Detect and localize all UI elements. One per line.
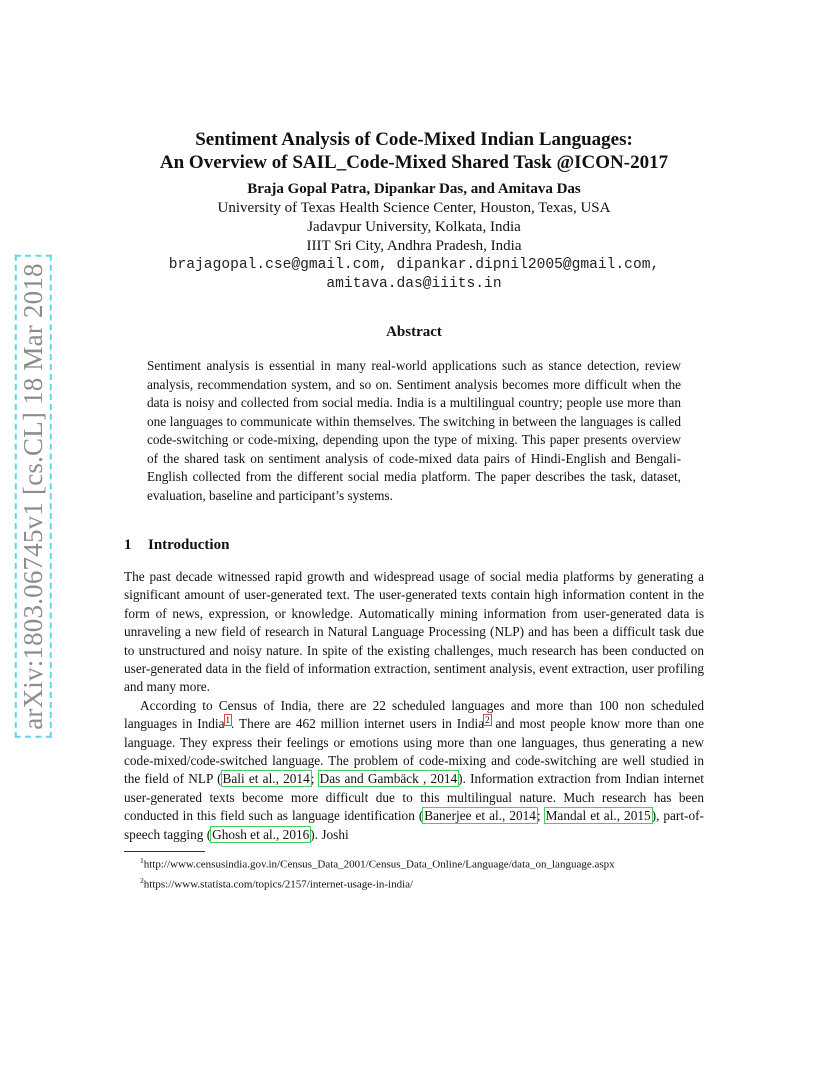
paragraph-2 [124, 697, 704, 844]
title-line-1: Sentiment Analysis of Code-Mixed Indian Languages: [195, 129, 633, 150]
footnote-1-url[interactable]: http://www.censusindia.gov.in/Census_Data_2001/Census_Data_Online/Language/data_on_language.aspx [143, 858, 615, 871]
abstract-text: Sentiment analysis is essential in many real-world applications such as stance detection, review analysis, recommendation system, and so on. Sentiment analysis becomes more difficult when the data is noisy and collected from social media. India is a multilingual country; people use more than one languages to communicate within themselves. The switching in between the languages is called code-switching or code-mixing, depending upon the type of mixing. This paper presents overview of the shared task on sentiment analysis of code-mixed data pairs of Hindi-English and Bengali-English collected from the different social media platform. The paper describes the task, dataset, evaluation, baseline and participant’s systems. [147, 358, 681, 503]
arxiv-stamp [18, 256, 48, 736]
paper-title [100, 128, 728, 174]
affiliation-1: University of Texas Health Science Center, Houston, Texas, USA [217, 200, 611, 216]
citation-banerjee-2014[interactable]: Banerjee et al., 2014 [424, 808, 536, 824]
para2-text-6: ). Joshi [310, 826, 349, 842]
author-emails-line-1: brajagopal.cse@gmail.com, dipankar.dipnil2005@gmail.com, [168, 257, 660, 273]
footnote-divider [124, 851, 205, 852]
author-list: Braja Gopal Patra, Dipankar Das, and Amitava Das [247, 181, 581, 197]
citation-separator: ; [310, 771, 319, 787]
footnote-1-mark: 1 [140, 856, 144, 865]
abstract-heading: Abstract [386, 324, 442, 340]
section-number: 1 [124, 537, 132, 553]
footnote-2-mark: 2 [140, 876, 144, 886]
footnote-ref-1[interactable]: 1 [225, 714, 231, 725]
footnote-2-url[interactable]: https://www.statista.com/topics/2157/internet-usage-in-india/ [143, 878, 414, 891]
title-line-2: An Overview of SAIL_Code-Mixed Shared Task @ICON-2017 [159, 152, 669, 173]
footnote-1 [140, 853, 615, 873]
affiliation-2: Jadavpur University, Kolkata, India [307, 219, 521, 235]
section-heading [124, 537, 229, 554]
footnotes [140, 853, 615, 893]
para2-text-5: ), part-of-speech tagging ( [124, 808, 704, 842]
citation-ghosh-2016[interactable]: Ghosh et al., 2016 [212, 826, 310, 842]
paper-header [100, 128, 728, 294]
para2-text-4: ). Information extraction from Indian internet user-generated texts become more difficult due to this multilingual nature. Much research has been conducted in this field such as language identification ( [124, 771, 704, 824]
citation-das-gamback-2014[interactable]: Das and Gambäck , 2014 [319, 771, 458, 787]
citation-separator: ; [536, 808, 545, 824]
footnote-ref-2[interactable]: 2 [485, 714, 490, 725]
footnote-2 [140, 873, 615, 893]
citation-bali-2014[interactable]: Bali et al., 2014 [222, 771, 310, 787]
section-title: Introduction [148, 537, 230, 553]
arxiv-identifier[interactable]: arXiv:1803.06745v1 [cs.CL] 18 Mar 2018 [15, 255, 52, 738]
affiliation-3: IIIT Sri City, Andhra Pradesh, India [306, 238, 522, 254]
citation-mandal-2015[interactable]: Mandal et al., 2015 [545, 808, 651, 824]
paragraph-1: The past decade witnessed rapid growth and widespread usage of social media platforms by generating a significant amount of user-generated text. The user-generated texts contain high information content in the form of news, expression, or knowledge. Automatically mining information from user-generated data is unraveling a new field of research in Natural Language Processing (NLP) and has been a difficult task due to unstructured and noisy nature. In spite of the existing challenges, much research has been conducted on user-generated data in the field of information extraction, sentiment analysis, event extraction, user profiling and many more. [124, 569, 704, 695]
para2-text-3: and most people know more than one language. They express their feelings or emotions using more than one languages, thus generating a new code-mixed/code-switched language. The problem of code-mixing and code-switching are well studied in the field of NLP ( [124, 716, 704, 787]
para2-text-1: According to Census of India, there are 22 scheduled languages and more than 100 non scheduled languages in India [124, 697, 704, 732]
introduction-body [124, 568, 704, 844]
author-emails-line-2: amitava.das@iiits.in [326, 276, 502, 292]
para2-text-2: . There are 462 million internet users in India [231, 716, 485, 732]
